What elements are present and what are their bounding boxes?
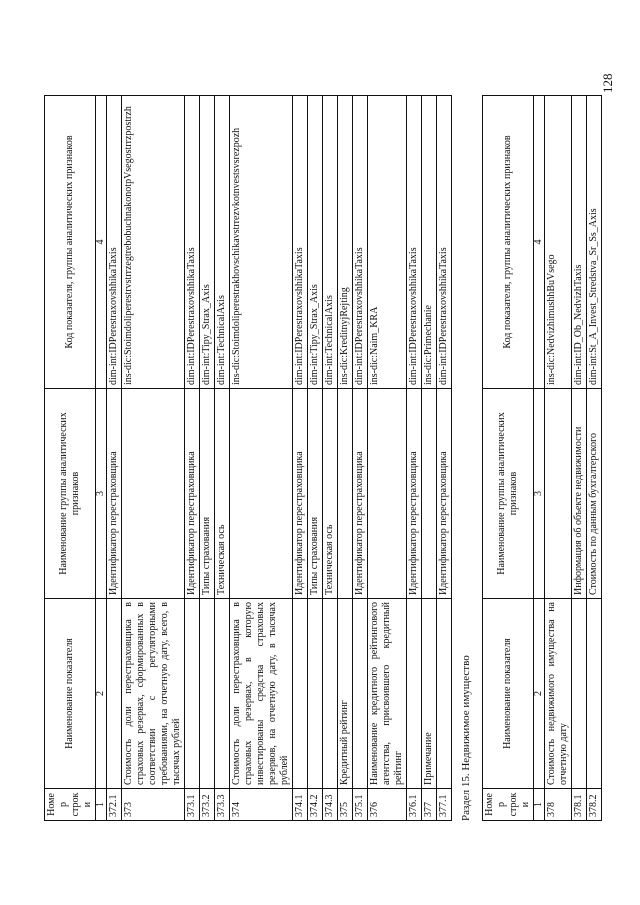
group-name-cell: Идентификатор перестраховщика — [407, 389, 422, 599]
indicator-name-cell: Наименование кредитного рейтингового агентства, присвоившего кредитный рейтинг — [368, 599, 407, 789]
code-cell: dim-int:Tipy_Strax_Axis — [308, 96, 323, 389]
table-header-row — [483, 96, 534, 821]
indicators-table — [44, 95, 452, 821]
table-row — [200, 96, 215, 821]
indicator-name-cell: Примечание — [422, 599, 437, 789]
table-row — [215, 96, 230, 821]
group-name-cell — [122, 389, 185, 599]
group-name-cell: Типы страхования — [308, 389, 323, 599]
group-name-cell: Типы страхования — [200, 389, 215, 599]
colnum-1: 1 — [534, 789, 545, 821]
table-header-row — [45, 96, 96, 821]
group-name-cell: Идентификатор перестраховщика — [437, 389, 452, 599]
colnum-3: 3 — [534, 389, 545, 599]
code-cell: dim-int:IDPerestraxovshhikaTaxis — [185, 96, 200, 389]
table-row — [422, 96, 437, 821]
table-row — [572, 96, 587, 821]
row-number-cell: 378.2 — [587, 789, 602, 821]
table-row — [437, 96, 452, 821]
header-group-name: Наименование группы аналитических признаков — [483, 389, 534, 599]
group-name-cell — [368, 389, 407, 599]
real-estate-table — [482, 95, 602, 821]
group-name-cell — [338, 389, 353, 599]
row-number-cell: 373.3 — [215, 789, 230, 821]
header-indicator-name: Наименование показателя — [45, 599, 96, 789]
code-cell: dim-int:TechnicalAxis — [215, 96, 230, 389]
code-cell: ins-dic:KreditnyjRejting — [338, 96, 353, 389]
colnum-1: 1 — [96, 789, 107, 821]
table-row — [185, 96, 200, 821]
table-row — [338, 96, 353, 821]
colnum-4: 4 — [96, 96, 107, 389]
code-cell: dim-int:Tipy_Strax_Axis — [200, 96, 215, 389]
indicator-name-cell — [353, 599, 368, 789]
row-number-cell: 372.1 — [107, 789, 122, 821]
row-number-cell: 373.1 — [185, 789, 200, 821]
code-cell: ins-dic:Naim_KRA — [368, 96, 407, 389]
group-name-cell — [230, 389, 293, 599]
indicator-name-cell — [215, 599, 230, 789]
group-name-cell: Техническая ось — [215, 389, 230, 599]
header-indicator-name: Наименование показателя — [483, 599, 534, 789]
indicator-name-cell — [200, 599, 215, 789]
row-number-cell: 378.1 — [572, 789, 587, 821]
section-title: Раздел 15. Недвижимое имущество — [460, 655, 472, 821]
indicator-name-cell: Кредитный рейтинг — [338, 599, 353, 789]
code-cell: ins-dic:Primechanie — [422, 96, 437, 389]
code-cell: dim-int:ID_Ob_NedvizhTaxis — [572, 96, 587, 389]
group-name-cell: Идентификатор перестраховщика — [353, 389, 368, 599]
group-name-cell — [422, 389, 437, 599]
column-number-row — [534, 96, 545, 821]
group-name-cell — [545, 389, 572, 599]
indicator-name-cell: Стоимость доли перестраховщика в страховых резервах, сформированных в соответствии с регуляторными требованиями, на отчетную дату, всего, в тысячах рублей — [122, 599, 185, 789]
table-row — [107, 96, 122, 821]
row-number-cell: 378 — [545, 789, 572, 821]
group-name-cell: Идентификатор перестраховщика — [185, 389, 200, 599]
table-row — [293, 96, 308, 821]
row-number-cell: 377 — [422, 789, 437, 821]
table-row — [353, 96, 368, 821]
colnum-3: 3 — [96, 389, 107, 599]
header-code: Код показателя, группы аналитических признаков — [45, 96, 96, 389]
indicator-name-cell — [407, 599, 422, 789]
code-cell: ins-dic:NedvizhimushhBuVsego — [545, 96, 572, 389]
table-row — [230, 96, 293, 821]
row-number-cell: 375 — [338, 789, 353, 821]
indicator-name-cell — [572, 599, 587, 789]
code-cell: dim-int:IDPerestraxovshhikaTaxis — [293, 96, 308, 389]
row-number-cell: 376.1 — [407, 789, 422, 821]
group-name-cell: Техническая ось — [323, 389, 338, 599]
row-number-cell: 375.1 — [353, 789, 368, 821]
group-name-cell: Стоимость по данным бухгалтерского — [587, 389, 602, 599]
group-name-cell: Информация об объекте недвижимости — [572, 389, 587, 599]
header-row-number: Номер строки — [45, 789, 96, 821]
table-row — [308, 96, 323, 821]
header-group-name: Наименование группы аналитических признаков — [45, 389, 96, 599]
indicator-name-cell: Стоимость доли перестраховщика в страховых резервах, в которую инвестированы средства страховых резервов, на отчетную дату, в тысячах рублей — [230, 599, 293, 789]
row-number-cell: 374.3 — [323, 789, 338, 821]
row-number-cell: 374.1 — [293, 789, 308, 821]
code-cell: dim-int:IDPerestraxovshhikaTaxis — [407, 96, 422, 389]
indicators-table-body — [107, 96, 452, 821]
indicator-name-cell: Стоимость недвижимого имущества на отчетную дату — [545, 599, 572, 789]
row-number-cell: 377.1 — [437, 789, 452, 821]
code-cell: dim-int:IDPerestraxovshhikaTaxis — [437, 96, 452, 389]
code-cell: dim-int:IDPerestraxovshhikaTaxis — [107, 96, 122, 389]
header-code: Код показателя, группы аналитических признаков — [483, 96, 534, 389]
code-cell: dim-int:IDPerestraxovshhikaTaxis — [353, 96, 368, 389]
colnum-4: 4 — [534, 96, 545, 389]
row-number-cell: 374 — [230, 789, 293, 821]
indicator-name-cell — [308, 599, 323, 789]
indicator-name-cell — [437, 599, 452, 789]
indicator-name-cell — [323, 599, 338, 789]
table-row — [407, 96, 422, 821]
code-cell: dim-int:St_A_Invest_Stredstva_Sr_Ss_Axis — [587, 96, 602, 389]
row-number-cell: 373 — [122, 789, 185, 821]
header-row-number: Номер строки — [483, 789, 534, 821]
row-number-cell: 376 — [368, 789, 407, 821]
table-row — [122, 96, 185, 821]
colnum-2: 2 — [96, 599, 107, 789]
indicator-name-cell — [107, 599, 122, 789]
colnum-2: 2 — [534, 599, 545, 789]
real-estate-table-body — [545, 96, 602, 821]
indicator-name-cell — [293, 599, 308, 789]
code-cell: ins-dic:Stoimdoliperestrakhovschikavstrrezvkotnvestsvsrezpozh — [230, 96, 293, 389]
indicator-name-cell — [587, 599, 602, 789]
table-row — [323, 96, 338, 821]
row-number-cell: 374.2 — [308, 789, 323, 821]
table-row — [545, 96, 572, 821]
code-cell: dim-int:TechnicalAxis — [323, 96, 338, 389]
table-row — [587, 96, 602, 821]
row-number-cell: 373.2 — [200, 789, 215, 821]
table-row — [368, 96, 407, 821]
indicator-name-cell — [185, 599, 200, 789]
column-number-row — [96, 96, 107, 821]
group-name-cell: Идентификатор перестраховщика — [293, 389, 308, 599]
group-name-cell: Идентификатор перестраховщика — [107, 389, 122, 599]
page-number: 128 — [600, 73, 615, 93]
code-cell: ins-dic:StoimdoliperestrvstrrzegtrebobuchnakonotpVsegostrrzpostrzh — [122, 96, 185, 389]
